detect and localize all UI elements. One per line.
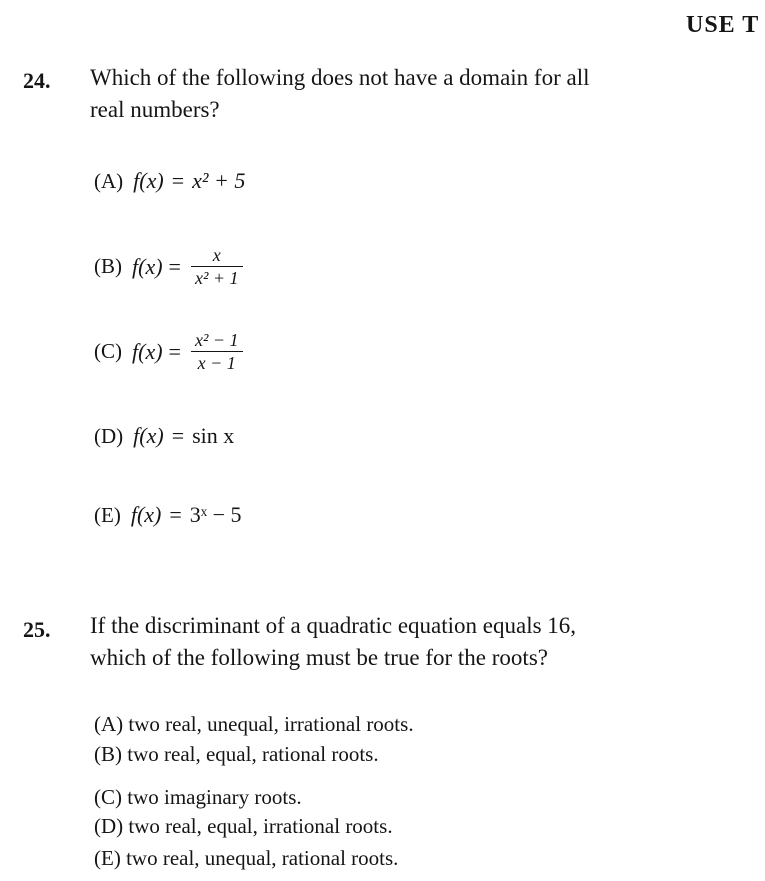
q25-option-d: [94, 814, 393, 839]
q24-option-b-numerator: x: [212, 245, 221, 265]
q24-option-e-expr: 3ˣ − 5: [189, 502, 242, 527]
q24-option-c-fraction: [191, 329, 243, 374]
question-24-text-line1: Which of the following does not have a domain for all: [90, 65, 590, 90]
q24-option-e-fx: f(x): [130, 502, 162, 527]
q24-option-c-eq: =: [168, 338, 181, 364]
q24-option-c-fx: f(x): [132, 338, 163, 364]
q24-option-c-numerator: x² − 1: [194, 330, 239, 350]
q25-option-a-label: (A): [94, 712, 124, 736]
q25-option-a: [94, 712, 414, 737]
q24-option-a: [94, 168, 245, 194]
q25-option-b: [94, 742, 379, 767]
q24-option-b: [94, 244, 243, 289]
q25-option-c-text: two imaginary roots.: [127, 785, 302, 809]
q25-option-e-label: (E): [94, 846, 121, 870]
q24-option-c: [94, 329, 243, 374]
question-25-text-line2: which of the following must be true for the roots?: [90, 645, 548, 670]
q24-option-c-label: (C): [94, 339, 122, 363]
q24-option-a-label: (A): [94, 169, 124, 193]
q24-option-e-eq: =: [169, 502, 182, 527]
q24-option-b-fx: f(x): [132, 253, 163, 279]
q25-option-b-label: (B): [94, 742, 122, 766]
q24-option-b-denominator: x² + 1: [191, 266, 243, 289]
question-25-number: 25.: [23, 617, 51, 642]
q25-option-b-text: two real, equal, rational roots.: [127, 742, 379, 766]
q24-option-c-denominator: x − 1: [191, 351, 243, 374]
q25-option-e-text: two real, unequal, rational roots.: [126, 846, 399, 870]
q24-option-a-expr: x² + 5: [192, 168, 246, 193]
q25-option-a-text: two real, unequal, irrational roots.: [128, 712, 414, 736]
q24-option-d-eq: =: [171, 423, 185, 448]
q24-option-e-label: (E): [94, 503, 121, 527]
q24-option-e: [94, 502, 242, 528]
q25-option-c-label: (C): [94, 785, 122, 809]
q24-option-b-label: (B): [94, 254, 122, 278]
q25-option-e: [94, 846, 398, 871]
question-24-text-line2: real numbers?: [90, 97, 220, 122]
q25-option-c: [94, 785, 302, 810]
page-header: USE T: [686, 12, 760, 38]
q24-option-d-label: (D): [94, 424, 124, 448]
q24-option-b-fraction: [191, 244, 243, 289]
question-24-number: 24.: [23, 68, 51, 93]
q24-option-d: [94, 423, 234, 449]
q24-option-d-fx: f(x): [133, 423, 164, 448]
q24-option-d-expr: sin x: [192, 423, 235, 448]
question-25-text-line1: If the discriminant of a quadratic equation equals 16,: [90, 613, 577, 638]
q25-option-d-label: (D): [94, 814, 124, 838]
q24-option-a-fx: f(x): [133, 168, 164, 193]
q24-option-b-eq: =: [168, 253, 181, 279]
q25-option-d-text: two real, equal, irrational roots.: [128, 814, 393, 838]
q24-option-a-eq: =: [171, 168, 185, 193]
